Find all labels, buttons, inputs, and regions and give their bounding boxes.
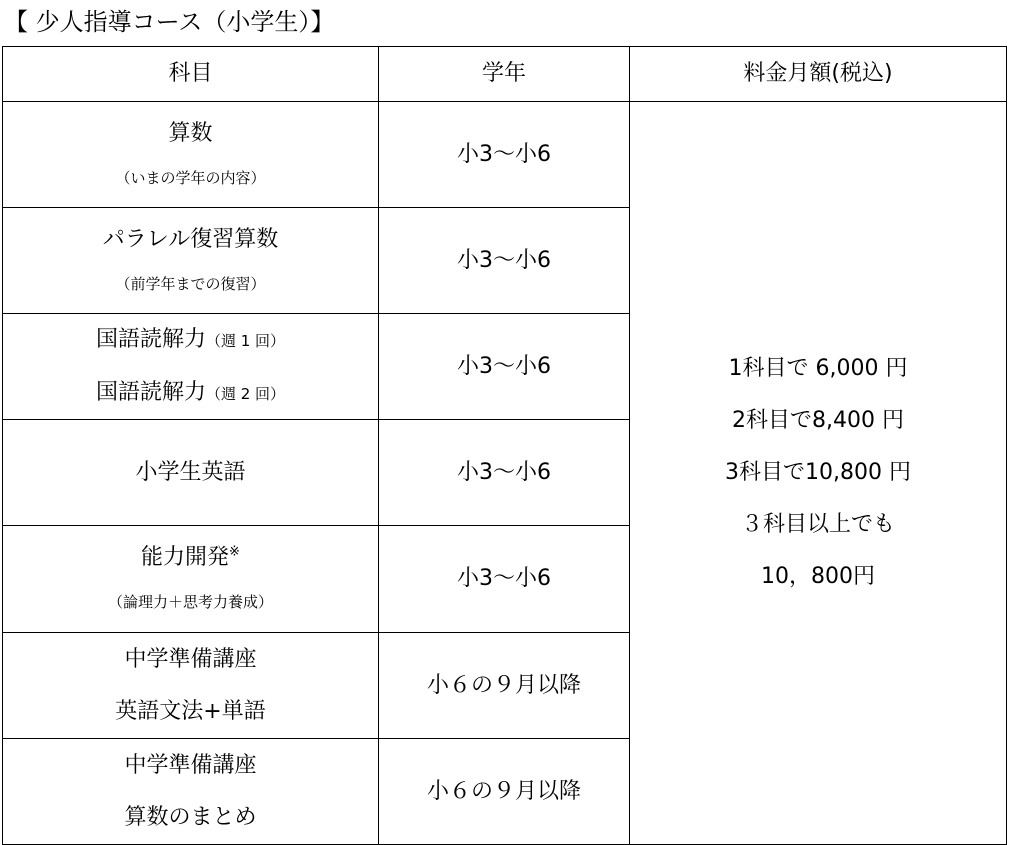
frequency-note: （週 1 回） [205,331,286,350]
grade-text: 小3〜小6 [457,247,551,273]
subject-course-detail: 英語文法+単語 [115,698,266,724]
subject-name: パラレル復習算数 [102,226,279,252]
subject-cell [3,420,379,526]
grade-cell [379,208,630,314]
grade-text: 小3〜小6 [457,566,551,591]
subject-cell [3,633,379,739]
subject-course-name: 中学準備講座 [124,646,257,672]
price-three-subjects: 3科目で10,800 円 [725,460,911,485]
subject-description: （前学年までの復習） [115,274,266,293]
grade-text: 小６の９月以降 [426,672,581,698]
subject-name: 能力開発 [141,545,230,570]
subject-description: （いまの学年の内容） [115,168,266,187]
subject-name-line [3,541,378,575]
fee-cell [630,102,1007,845]
subject-cell [3,739,379,845]
subject-line [3,323,378,358]
subject-line [3,376,378,411]
subject-cell [3,102,379,208]
grade-cell [379,420,630,526]
price-two-subjects: 2科目で8,400 円 [732,408,904,433]
footnote-mark: ※ [229,544,240,560]
subject-cell [3,208,379,314]
subject-name: 小学生英語 [135,459,246,485]
price-one-subject: 1科目で 6,000 円 [728,356,908,381]
frequency-note: （週 2 回） [205,384,286,403]
header-fee: 料金月額(税込) [630,47,1007,102]
subject-name: 算数 [168,120,213,146]
price-three-plus-amount: 10，800円 [761,564,875,589]
subject-course-name: 中学準備講座 [124,752,257,778]
table-row [3,102,1007,208]
grade-cell [379,526,630,633]
page-title: 【 少人指導コース（小学生）】 [4,8,335,36]
price-three-plus-label: ３科目以上でも [740,512,895,537]
grade-cell [379,739,630,845]
grade-text: 小６の９月以降 [426,778,581,804]
header-subject: 科目 [3,47,379,102]
grade-text: 小3〜小6 [457,353,551,379]
subject-name: 国語読解力 [95,379,206,405]
subject-cell [3,314,379,420]
header-grade: 学年 [379,47,630,102]
grade-text: 小3〜小6 [457,459,551,485]
grade-cell [379,314,630,420]
grade-cell [379,102,630,208]
subject-description: （論理力＋思考力養成） [107,593,273,611]
grade-text: 小3〜小6 [457,141,551,167]
pricing-block [630,343,1006,603]
grade-cell [379,633,630,739]
subject-course-detail: 算数のまとめ [124,804,257,830]
subject-name: 国語読解力 [95,326,206,352]
course-table [2,46,1007,845]
table-header-row [3,47,1007,102]
subject-cell [3,526,379,633]
